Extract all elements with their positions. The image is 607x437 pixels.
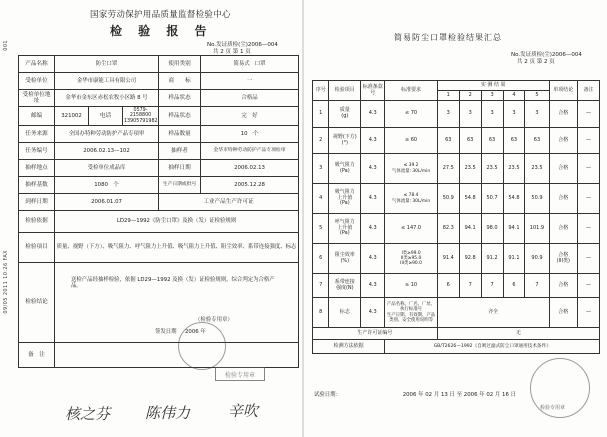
result-value: 6 xyxy=(437,274,459,298)
result-value: 27.5 xyxy=(437,154,459,184)
test-year-end: 2006 xyxy=(463,392,478,398)
sample-status: 合格品 xyxy=(201,90,299,107)
org-name: 国家劳动保护用品质量监督检验中心 xyxy=(90,10,231,20)
result-seq: 4 xyxy=(313,184,329,214)
col-item: 检验项目 xyxy=(329,81,361,101)
result-row xyxy=(313,244,600,274)
result-clause: 4.3 xyxy=(361,274,385,298)
result-row xyxy=(313,101,600,128)
license-label: 工业产品生产许可证 xyxy=(159,194,299,211)
result-value: 54.8 xyxy=(459,184,481,214)
postcode-label: 邮编 xyxy=(19,107,55,126)
result-value: 91.1 xyxy=(503,244,525,274)
official-seal-left xyxy=(178,322,226,370)
result-row xyxy=(313,214,600,244)
col-sample-2: 2 xyxy=(459,91,481,101)
result-value: 3 xyxy=(437,101,459,128)
trademark: 一 xyxy=(201,73,299,90)
test-nian-1: 年 xyxy=(418,392,424,398)
result-value: 91.2 xyxy=(481,244,503,274)
result-conclusion: 合格 xyxy=(549,128,577,154)
signature-1: 核之芬 xyxy=(65,405,111,423)
sampling-unit-label: 抽样者 xyxy=(159,143,201,160)
result-value: 23.5 xyxy=(503,154,525,184)
appearance-label: 样品状态 xyxy=(159,107,201,126)
task-source-label: 任务来源 xyxy=(19,126,55,143)
license-row-value: 无 xyxy=(437,328,599,340)
unit-label: 受检单位 xyxy=(19,73,55,90)
col-sample-4: 4 xyxy=(503,91,525,101)
appearance: 完 好 xyxy=(201,107,299,126)
result-conclusion: 合格 xyxy=(549,101,577,128)
basis-text: LD29—1992《防尘口罩》及换（发）证检验规则 xyxy=(55,211,299,233)
result-row xyxy=(313,154,600,184)
batch-label: 抽样基数 xyxy=(19,177,55,194)
sampling-place: 受检单位成品库 xyxy=(55,160,159,177)
fax-page-code: 001 xyxy=(3,40,9,51)
prod-date: 2005.12.28 xyxy=(201,177,299,194)
result-row xyxy=(313,298,600,328)
result-row xyxy=(313,184,600,214)
result-requirement: ≥ 60 xyxy=(385,128,438,154)
result-requirement: ≤ 78.4 气体流量: 30L/min xyxy=(385,184,438,214)
result-value: 54.8 xyxy=(503,184,525,214)
result-value: 50.7 xyxy=(481,184,503,214)
result-item: 吸气阻力 上升值 (Pa) xyxy=(329,184,361,214)
result-value: 3 xyxy=(481,101,503,128)
result-clause: 4.3 xyxy=(361,184,385,214)
result-value: 94.1 xyxy=(503,214,525,244)
phone: 0579-2158800 13905791982 xyxy=(124,107,158,124)
result-remark: — xyxy=(578,274,600,298)
result-seq: 8 xyxy=(313,298,329,328)
result-value: 7 xyxy=(525,274,549,298)
seal-caption: 检验专用章 xyxy=(540,405,566,411)
items-text: 质量、视野（下方）、吸气阻力、呼气阻力上升值、吸气阻力上升值、阻尘效率、系带连接强度、标志 xyxy=(55,233,299,263)
col-remark: 备注 xyxy=(578,81,600,101)
sample-qty: 10 个 xyxy=(201,126,299,143)
page-number-2: 共 2 页 第 2 页 xyxy=(517,59,555,65)
report-table xyxy=(18,55,299,368)
result-conclusion: 合格 xyxy=(549,214,577,244)
postcode: 321002 xyxy=(55,107,89,126)
test-month-start: 02 xyxy=(425,392,433,398)
task-no: 2006.02.13—102 xyxy=(55,143,159,160)
result-value: 50.9 xyxy=(525,184,549,214)
result-value: 63 xyxy=(437,128,459,154)
test-day-end: 16 xyxy=(502,392,509,398)
result-remark: — xyxy=(578,128,600,154)
result-value: 82.3 xyxy=(437,214,459,244)
test-year-start: 2006 xyxy=(402,392,417,398)
report-page-1 xyxy=(0,0,303,437)
col-results: 实 测 结 果 xyxy=(437,81,549,91)
conclusion-label: 检验结论 xyxy=(19,263,55,343)
result-value: 7 xyxy=(481,274,503,298)
result-seq: 7 xyxy=(313,274,329,298)
col-sample-1: 1 xyxy=(437,91,459,101)
remark-label: 备 注 xyxy=(19,343,55,368)
remark-value xyxy=(55,343,299,368)
trademark-label: 商 标 xyxy=(159,73,201,90)
result-item: 吸气阻力 (Pa) xyxy=(329,154,361,184)
result-value: 90.9 xyxy=(525,244,549,274)
result-seq: 2 xyxy=(313,128,329,154)
items-label: 检验项目 xyxy=(19,233,55,263)
result-row xyxy=(313,274,600,298)
test-ri-2: 日 xyxy=(510,392,517,398)
result-remark: — xyxy=(578,214,600,244)
summary-title: 简易防尘口罩检验结果汇总 xyxy=(394,33,502,42)
result-item: 阻尘效率 (%) xyxy=(329,244,361,274)
result-requirement: ≥ 10 xyxy=(385,274,438,298)
result-remark: — xyxy=(578,101,600,128)
result-remark: — xyxy=(578,244,600,274)
result-seq: 6 xyxy=(313,244,329,274)
result-row xyxy=(313,128,600,154)
result-conclusion: 合格 xyxy=(549,154,577,184)
col-seq: 序号 xyxy=(313,81,329,101)
stamp-note: （检验专用章） xyxy=(195,317,233,323)
result-item: 视野(下方) (°) xyxy=(329,128,361,154)
unit-name: 金华市康能工具有限公司 xyxy=(55,73,159,90)
result-conclusion: 合格 xyxy=(549,274,577,298)
result-requirement: I类≥99.0 II类≥95.0 III类≥90.0 xyxy=(385,244,438,274)
result-value: 50.9 xyxy=(437,184,459,214)
test-yue-2: 月 xyxy=(494,392,501,398)
sampling-date-label: 抽样日期 xyxy=(159,160,201,177)
signature-3: 辛吹 xyxy=(228,402,259,420)
result-item: 系带连接 强度(N) xyxy=(329,274,361,298)
test-day-start: 13 xyxy=(440,392,448,398)
col-sample-5: 5 xyxy=(525,91,549,101)
task-source: 全国办特种劳动防护产品专项审 xyxy=(55,126,159,143)
sample-qty-label: 样品数量 xyxy=(159,126,201,143)
result-remark: — xyxy=(578,184,600,214)
basis-row-value: GB/T2626—1992《自吸过滤式防尘口罩通用技术条件》 xyxy=(385,340,600,354)
result-requirement: ≤ 147.0 xyxy=(385,214,438,244)
result-value: 92.8 xyxy=(459,244,481,274)
test-to: 至 xyxy=(456,392,463,398)
result-clause: 4.3 xyxy=(361,298,385,328)
conclusion-text: 送检产品经抽样检验，依据 LD29—1992 及换（发）证检验规则，综合判定为合格产品。 xyxy=(71,277,275,290)
product-name-label: 产品名称 xyxy=(19,56,55,73)
sampling-date: 2006.02.13 xyxy=(201,160,299,177)
col-req: 标准要求 xyxy=(385,81,438,101)
signature-2: 陈伟力 xyxy=(145,404,191,422)
address: 金华市金东区赤松农牧小区路 8 号 xyxy=(55,90,159,107)
result-value: 63 xyxy=(459,128,481,154)
report-number: No.发证质检(尘)2006—004 xyxy=(207,42,278,48)
result-value: 3 xyxy=(503,101,525,128)
result-value: 3 xyxy=(525,101,549,128)
use-category-label: 使用类别 xyxy=(159,56,201,73)
results-table xyxy=(312,80,600,354)
result-seq: 1 xyxy=(313,101,329,128)
test-month-end: 02 xyxy=(486,392,494,398)
col-clause: 标准条款号 xyxy=(361,81,385,101)
sample-status-label: 样品状态 xyxy=(159,90,201,107)
result-requirement: 产品名称、厂名、厂址、执行标准号 生产日期、有效期、产品类别、安全使用说明等 xyxy=(385,298,438,328)
basis-row-label: 检测方法依据 xyxy=(313,340,385,354)
result-clause: 4.3 xyxy=(361,244,385,274)
result-requirement: ≤ 39.2 气体流量: 30L/min xyxy=(385,154,438,184)
result-value: 齐全 xyxy=(437,298,549,328)
result-value: 91.4 xyxy=(437,244,459,274)
batch: 1080 个 xyxy=(55,177,159,194)
result-value: 3 xyxy=(459,101,481,128)
fax-header-text: 09/05 2011 10:26 FAX xyxy=(3,250,9,314)
task-no-label: 任务编号 xyxy=(19,143,55,160)
result-item: 呼气阻力 上升值 (Pa) xyxy=(329,214,361,244)
result-requirement: ≤ 70 xyxy=(385,101,438,128)
result-clause: 4.3 xyxy=(361,101,385,128)
test-nian-2: 年 xyxy=(479,392,485,398)
result-value: 101.9 xyxy=(525,214,549,244)
result-item: 标志 xyxy=(329,298,361,328)
result-seq: 3 xyxy=(313,154,329,184)
result-value: 23.5 xyxy=(481,154,503,184)
report-title: 检 验 报 告 xyxy=(110,24,213,38)
basis-label: 检验依据 xyxy=(19,211,55,233)
test-yue-1: 月 xyxy=(433,392,440,398)
result-clause: 4.3 xyxy=(361,214,385,244)
result-value: 23.5 xyxy=(525,154,549,184)
conclusion-cell xyxy=(55,263,299,343)
prod-date-label: 生产日期或批号 xyxy=(159,177,201,194)
result-conclusion: 合格 xyxy=(549,184,577,214)
result-seq: 5 xyxy=(313,214,329,244)
result-remark: — xyxy=(578,154,600,184)
result-clause: 4.3 xyxy=(361,128,385,154)
result-value: 7 xyxy=(459,274,481,298)
col-conclusion: 单项结论 xyxy=(549,81,577,101)
result-value: 94.1 xyxy=(459,214,481,244)
phone-label: 电话 xyxy=(89,107,123,126)
result-item: 质量 (g) xyxy=(329,101,361,128)
result-conclusion: 合格 (III类) xyxy=(549,244,577,274)
product-name: 防尘口罩 xyxy=(55,56,159,73)
page-number: 共 2 页 第 1 页 xyxy=(213,49,251,55)
test-ri-1: 日 xyxy=(449,392,455,398)
sampling-unit: 金华市特种劳动防护产品专项检审 xyxy=(201,143,299,160)
result-conclusion: 合格 xyxy=(549,298,577,328)
arrival-label: 到样日期 xyxy=(19,194,55,211)
arrival-date: 2006.01.07 xyxy=(55,194,159,211)
result-value: 63 xyxy=(525,128,549,154)
test-date-label: 试验日期： xyxy=(314,392,341,398)
use-category: 简易式 口罩 xyxy=(201,56,299,73)
issue-date: 2006 年 xyxy=(185,329,206,335)
issue-label: 签发日期 xyxy=(155,329,177,335)
result-clause: 4.3 xyxy=(361,154,385,184)
address-label: 受检单位地址 xyxy=(19,90,55,107)
result-value: 6 xyxy=(503,274,525,298)
result-value: 23.5 xyxy=(459,154,481,184)
report-page-2 xyxy=(304,0,607,437)
license-row-label: 生产许可证编号 xyxy=(313,328,438,340)
result-remark: — xyxy=(578,298,600,328)
result-value: 98.0 xyxy=(481,214,503,244)
col-sample-3: 3 xyxy=(481,91,503,101)
report-number-2: No.发证质检(尘)2006—004 xyxy=(511,52,582,58)
result-value: 63 xyxy=(503,128,525,154)
inspection-stamp: 检验专用章 xyxy=(215,367,265,381)
sampling-place-label: 抽样地点 xyxy=(19,160,55,177)
result-value: 63 xyxy=(481,128,503,154)
